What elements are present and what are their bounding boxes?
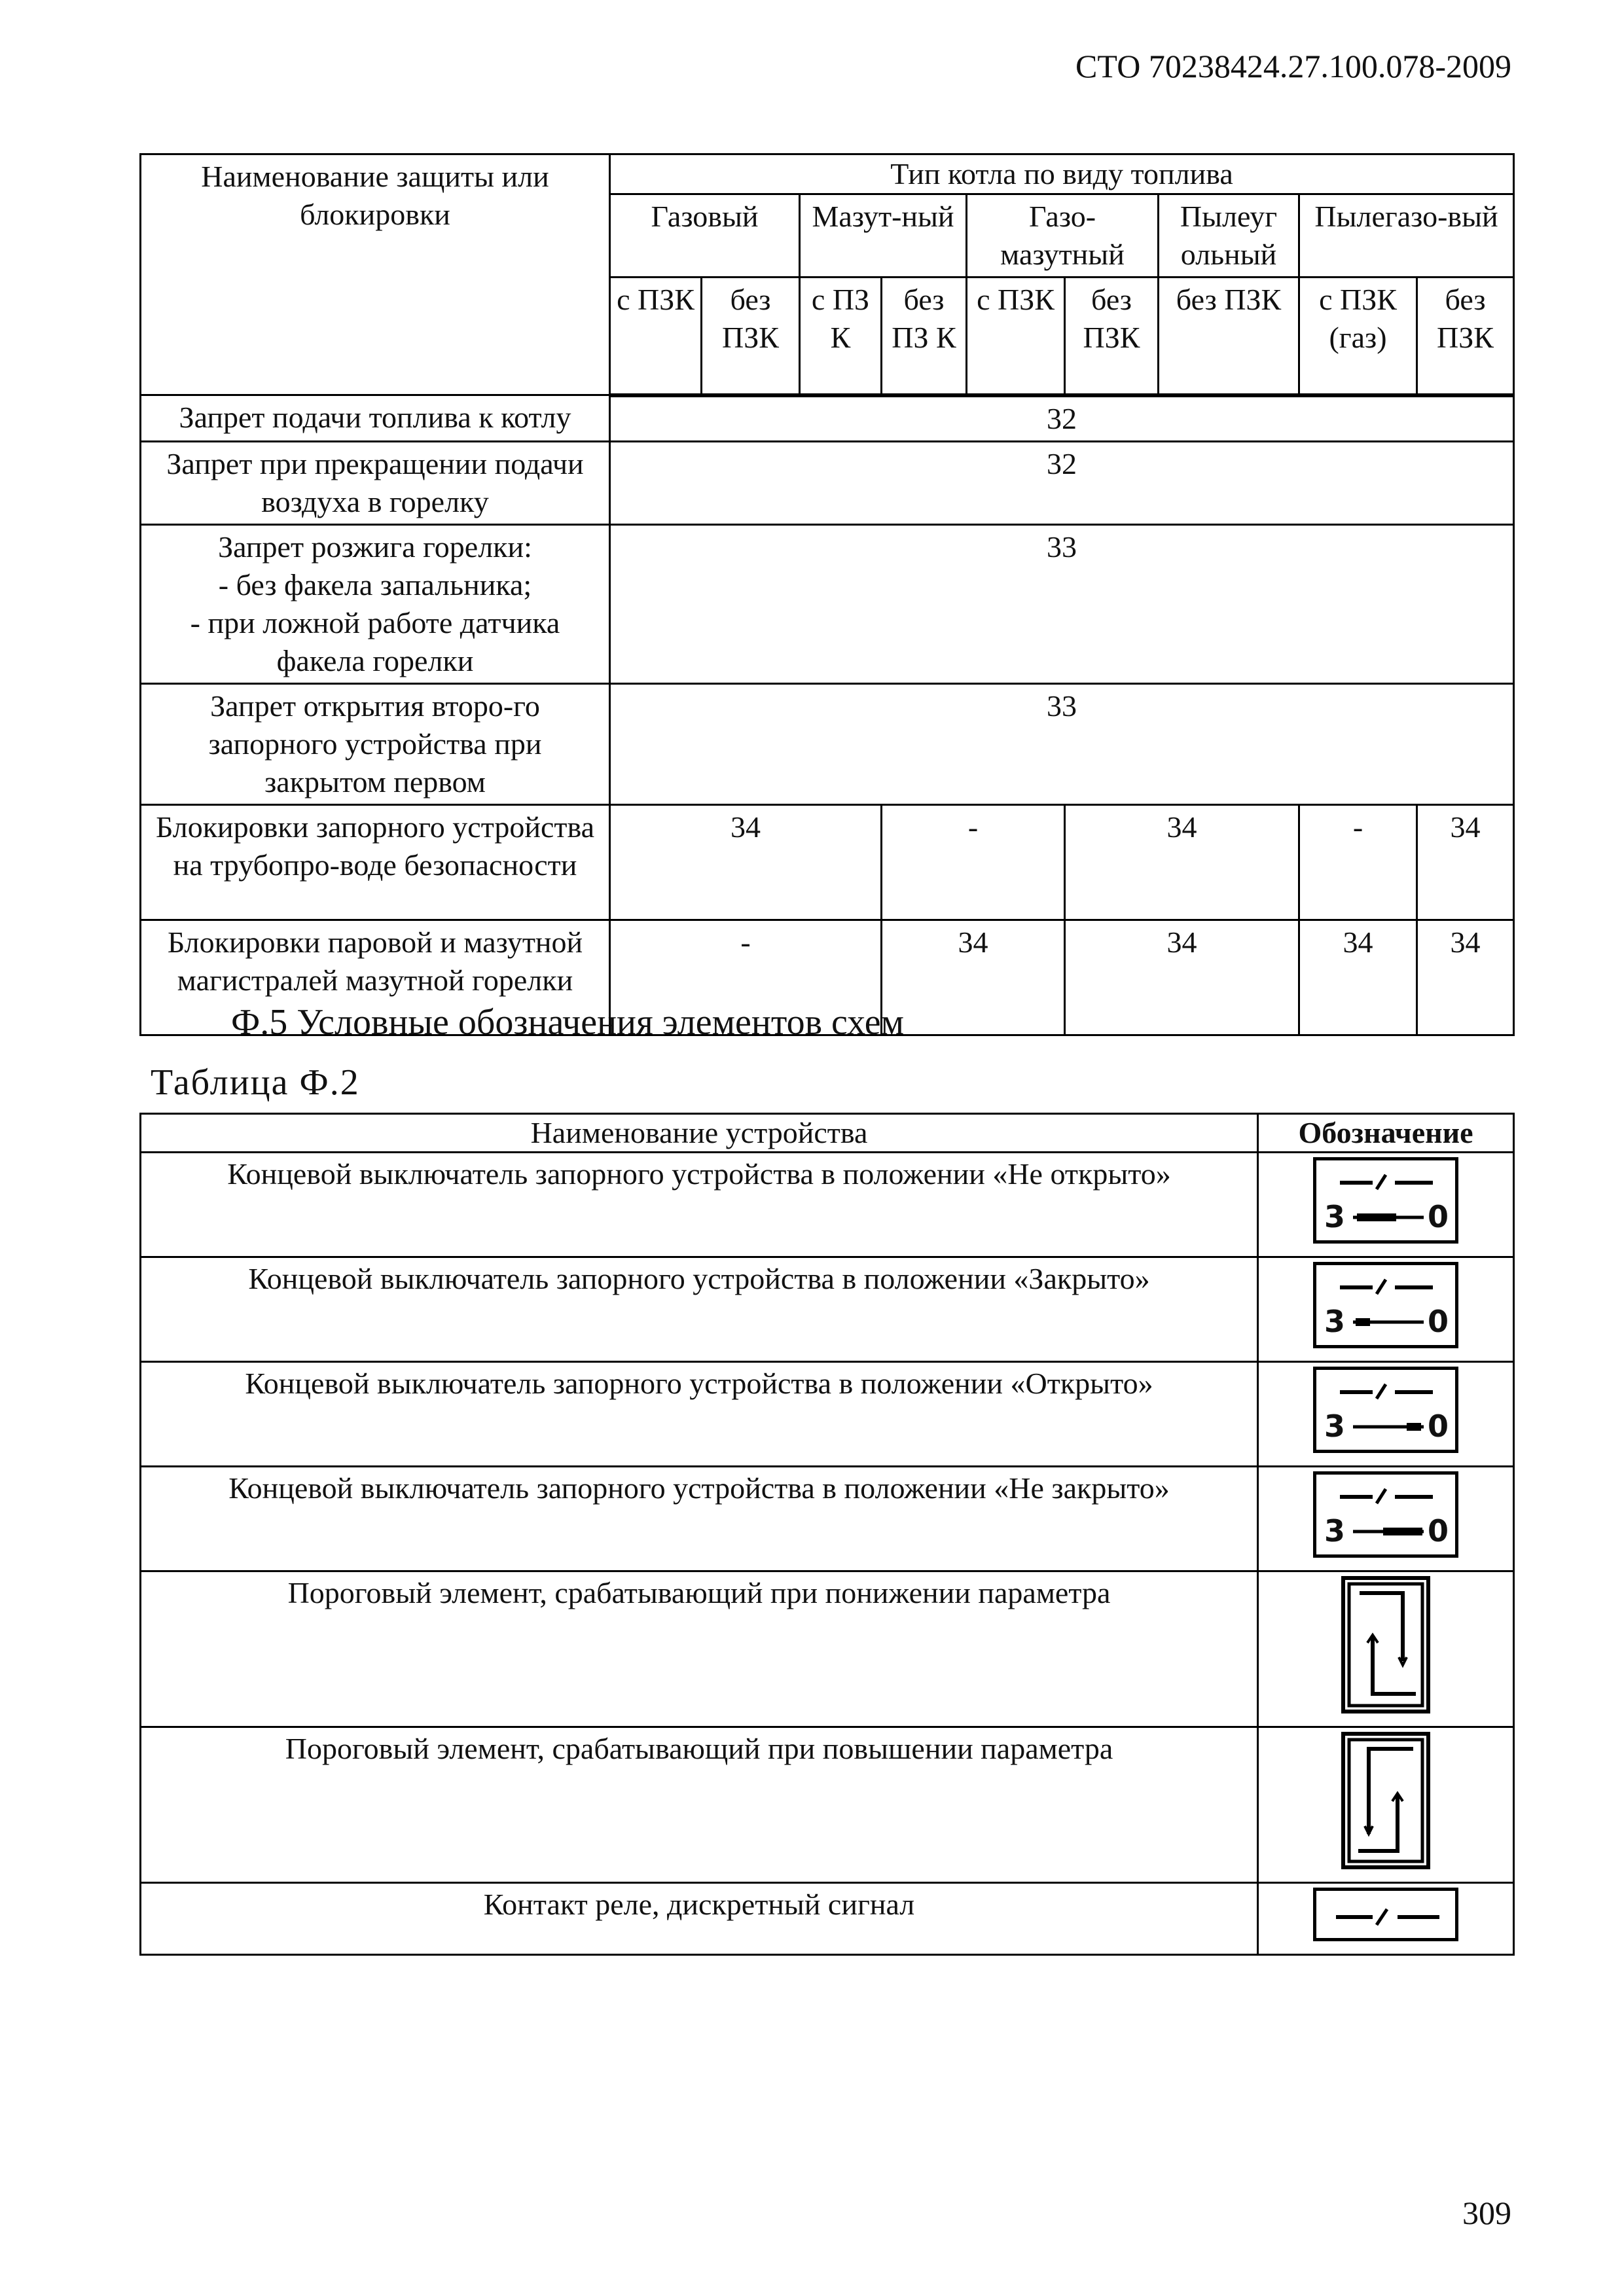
protection-name: Запрет розжига горелки: - без факела запальника; - при ложной работе датчика факела горелки <box>141 524 610 683</box>
protection-name: Запрет открытия второ-го запорного устройства при закрытом первом <box>141 683 610 804</box>
symbols-table <box>139 1113 1515 1956</box>
device-name: Пороговый элемент, срабатывающий при понижении параметра <box>141 1571 1258 1727</box>
protection-value: 34 <box>1065 804 1299 920</box>
column-header-symbol: Обозначение <box>1258 1114 1514 1153</box>
valve-subheader: с ПЗК (газ) <box>1299 278 1417 395</box>
protection-value: 34 <box>1065 920 1299 1035</box>
valve-subheader: с ПЗ К <box>800 278 882 395</box>
closed-label: 3 <box>1324 1513 1346 1549</box>
open-label: 0 <box>1427 1513 1449 1549</box>
protection-value: 32 <box>610 395 1514 442</box>
column-header-device: Наименование устройства <box>141 1114 1258 1153</box>
open-label: 0 <box>1427 1304 1449 1339</box>
device-name: Пороговый элемент, срабатывающий при повышении параметра <box>141 1727 1258 1883</box>
closed-label: 3 <box>1324 1199 1346 1234</box>
closed-label: 3 <box>1324 1304 1346 1339</box>
fuel-type-header: Пылеуг ольный <box>1159 194 1299 278</box>
closed-label: 3 <box>1324 1408 1346 1444</box>
protection-name: Блокировки паровой и мазутной магистралей мазутной горелки <box>141 920 610 1035</box>
valve-subheader: без ПЗК <box>1065 278 1159 395</box>
protection-value: 33 <box>610 683 1514 804</box>
protection-value: 34 <box>882 920 1065 1035</box>
device-name: Концевой выключатель запорного устройства в положении «Закрыто» <box>141 1257 1258 1362</box>
protection-value: 34 <box>1417 804 1514 920</box>
table-caption: Таблица Ф.2 <box>151 1062 360 1103</box>
device-name: Контакт реле, дискретный сигнал <box>141 1883 1258 1955</box>
device-name: Концевой выключатель запорного устройства в положении «Не открыто» <box>141 1153 1258 1257</box>
protection-value: 34 <box>1299 920 1417 1035</box>
fuel-type-header: Газо-мазутный <box>967 194 1159 278</box>
protection-value: - <box>610 920 882 1035</box>
protection-value: - <box>882 804 1065 920</box>
protection-name: Блокировки запорного устройства на трубопро-воде безопасности <box>141 804 610 920</box>
limit-switch-closed-icon <box>1313 1262 1458 1348</box>
protection-value: 32 <box>610 441 1514 524</box>
protection-value: 33 <box>610 524 1514 683</box>
protection-value: 34 <box>1417 920 1514 1035</box>
device-name: Концевой выключатель запорного устройства в положении «Не закрыто» <box>141 1467 1258 1571</box>
document-code: СТО 70238424.27.100.078-2009 <box>1075 48 1511 84</box>
device-name: Концевой выключатель запорного устройства в положении «Открыто» <box>141 1362 1258 1467</box>
protection-value: 34 <box>610 804 882 920</box>
valve-subheader: без ПЗ К <box>882 278 967 395</box>
protection-name: Запрет при прекращении подачи воздуха в горелку <box>141 441 610 524</box>
relay-contact-icon <box>1313 1888 1458 1941</box>
valve-subheader: с ПЗК <box>967 278 1065 395</box>
fuel-type-header: Пылегазо-вый <box>1299 194 1514 278</box>
valve-subheader: без ПЗК <box>1417 278 1514 395</box>
threshold-high-icon <box>1341 1732 1430 1869</box>
section-title: Ф.5 Условные обозначения элементов схем <box>231 1002 905 1043</box>
limit-switch-not-closed-icon <box>1313 1471 1458 1558</box>
column-header-name: Наименование защиты или блокировки <box>141 154 610 395</box>
page-number: 309 <box>1462 2195 1511 2231</box>
protection-value: - <box>1299 804 1417 920</box>
valve-subheader: без ПЗК <box>1159 278 1299 395</box>
open-label: 0 <box>1427 1199 1449 1234</box>
valve-subheader: без ПЗК <box>702 278 800 395</box>
protection-name: Запрет подачи топлива к котлу <box>141 395 610 442</box>
limit-switch-not-open-icon <box>1313 1157 1458 1244</box>
protection-table <box>139 153 1515 1036</box>
valve-subheader: с ПЗК <box>610 278 702 395</box>
fuel-type-header: Мазут-ный <box>800 194 967 278</box>
fuel-type-header: Газовый <box>610 194 800 278</box>
limit-switch-open-icon <box>1313 1367 1458 1453</box>
threshold-low-icon <box>1341 1576 1430 1713</box>
open-label: 0 <box>1427 1408 1449 1444</box>
column-header-boiler-type: Тип котла по виду топлива <box>610 154 1514 194</box>
